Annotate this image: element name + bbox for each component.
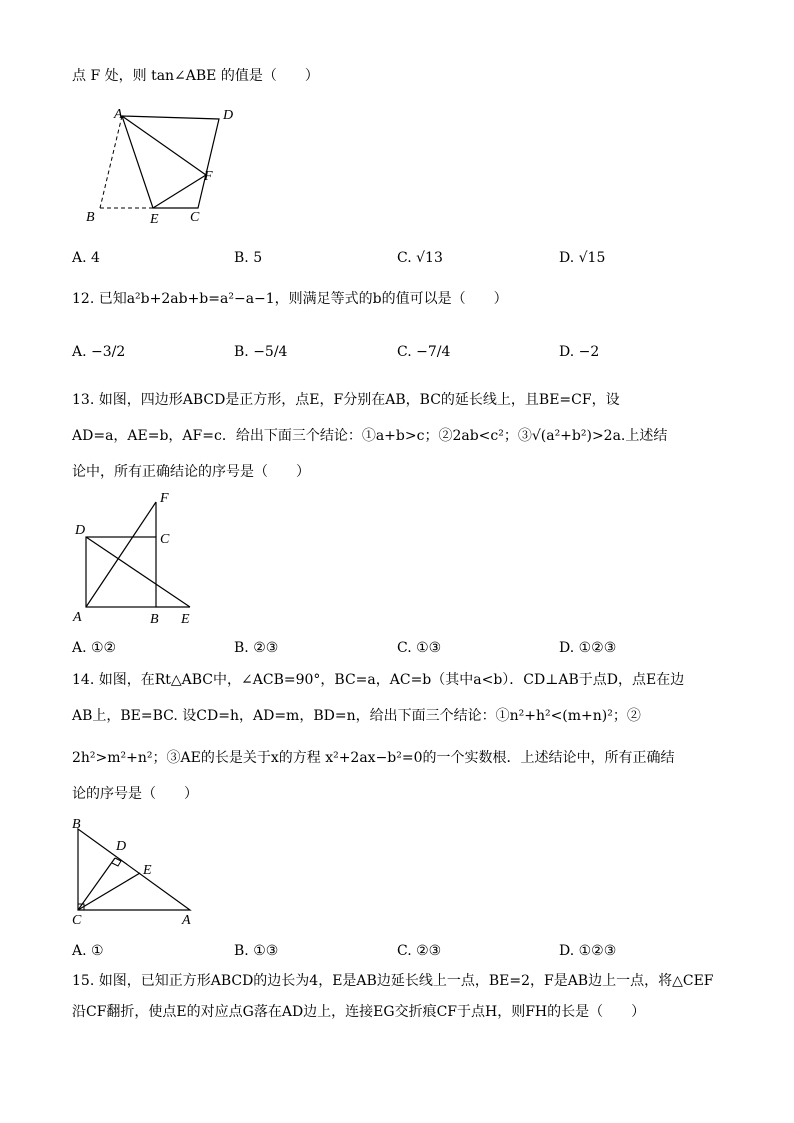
q13-label-b: B (150, 612, 159, 627)
q13-label-f: F (160, 491, 169, 506)
q14-label-a: A (182, 913, 191, 928)
q13-figure (72, 490, 212, 630)
q14-label-c: C (72, 913, 82, 928)
q13-label-a: A (73, 610, 82, 625)
q12-option-b: B. −5/4 (234, 344, 288, 360)
q13-label-d: D (75, 523, 86, 538)
q11-option-a: A. 4 (72, 250, 100, 266)
q11-label-f: F (204, 169, 213, 184)
q15-stem-line2: 沿CF翻折，使点E的对应点G落在AD边上，连接EG交折痕CF于点H，则FH的长是（ ） (72, 1004, 646, 1020)
q12-option-c: C. −7/4 (397, 344, 451, 360)
q11-label-a: A (114, 107, 123, 122)
q14-stem-line1: 14. 如图，在Rt△ABC中，∠ACB=90°，BC=a，AC=b（其中a<b）．CD⊥AB于点D，点E在边 (72, 672, 685, 688)
q13-option-c: C. ①③ (397, 640, 442, 656)
q11-label-b: B (86, 210, 95, 225)
q12-option-a: A. −3/2 (72, 344, 126, 360)
q11-option-c: C. √13 (397, 250, 443, 266)
q14-label-e: E (143, 863, 152, 878)
q11-label-c: C (190, 210, 200, 225)
q12-stem: 12. 已知a²b+2ab+b=a²−a−1，则满足等式的b的值可以是（ ） (72, 291, 508, 307)
q11-option-d: D. √15 (559, 250, 606, 266)
q13-option-d: D. ①②③ (559, 640, 617, 656)
q15-stem-line1: 15. 如图，已知正方形ABCD的边长为4，E是AB边延长线上一点，BE=2，F是AB边上一点，将△CEF (72, 973, 714, 989)
q13-stem-line1: 13. 如图，四边形ABCD是正方形，点E，F分别在AB，BC的延长线上，且BE=CF，设 (72, 392, 620, 408)
q11-stem: 点 F 处，则 tan∠ABE 的值是（ ） (72, 68, 319, 84)
q11-label-d: D (223, 108, 234, 123)
q14-option-d: D. ①②③ (559, 943, 617, 959)
q14-stem-line3: 2h²>m²+n²；③AE的长是关于x的方程 x²+2ax−b²=0的一个实数根．上述结论中，所有正确结 (72, 750, 675, 766)
q13-label-c: C (160, 532, 170, 547)
q12-option-d: D. −2 (559, 344, 600, 360)
q14-stem-line4: 论的序号是（ ） (72, 786, 198, 802)
q13-stem-line3: 论中，所有正确结论的序号是（ ） (72, 464, 310, 480)
q14-option-b: B. ①③ (234, 943, 279, 959)
q11-option-b: B. 5 (234, 250, 263, 266)
q14-label-d: D (116, 839, 127, 854)
q11-label-e: E (150, 212, 159, 227)
q13-option-a: A. ①② (72, 640, 117, 656)
q14-option-a: A. ① (72, 943, 104, 959)
q13-stem-line2: AD=a，AE=b，AF=c．给出下面三个结论：①a+b>c；②2ab<c²；③√(a²+b²)>2a.上述结 (72, 428, 668, 444)
q11-figure (80, 104, 250, 234)
q14-label-b: B (72, 817, 81, 832)
q13-option-b: B. ②③ (234, 640, 279, 656)
q13-label-e: E (181, 612, 190, 627)
q14-figure (70, 814, 210, 928)
q14-stem-line2: AB上，BE=BC. 设CD=h，AD=m，BD=n，给出下面三个结论：①n²+h²<(m+n)²；② (72, 708, 641, 724)
q14-option-c: C. ②③ (397, 943, 442, 959)
